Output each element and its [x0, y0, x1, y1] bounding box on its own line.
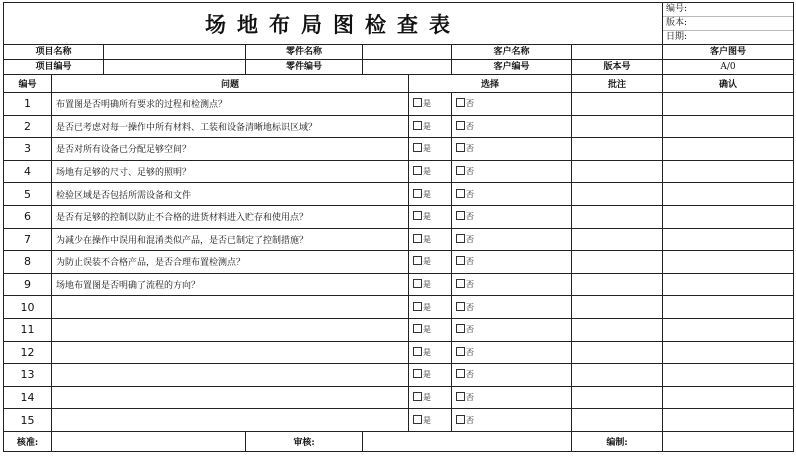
no-label: 否: [466, 347, 474, 357]
row-question: [52, 296, 409, 319]
checkbox-icon: [456, 256, 465, 265]
row-number: 7: [4, 228, 52, 251]
yes-label: 是: [423, 302, 431, 312]
table-row: [4, 205, 794, 228]
checkbox-icon: [413, 302, 422, 311]
checkbox-icon: [456, 166, 465, 175]
yes-checkbox[interactable]: [409, 138, 452, 161]
no-label: 否: [466, 325, 474, 335]
no-label: 否: [466, 302, 474, 312]
confirm-cell[interactable]: [663, 386, 794, 409]
remarks-cell[interactable]: [572, 93, 663, 116]
no-label: 否: [466, 257, 474, 267]
yes-label: 是: [423, 234, 431, 244]
yes-checkbox[interactable]: [409, 296, 452, 319]
checkbox-icon: [456, 143, 465, 152]
project-name-field[interactable]: [104, 45, 246, 60]
row-question: 场地有足够的尺寸、足够的照明？: [52, 160, 409, 183]
checkbox-icon: [413, 98, 422, 107]
row-question: 为防止误装不合格产品，是否合理布置检测点？: [52, 251, 409, 274]
approve-field[interactable]: [52, 431, 246, 451]
checkbox-icon: [456, 369, 465, 378]
info-row-2: [4, 60, 794, 75]
header-question: 问题: [52, 75, 409, 93]
remarks-cell[interactable]: [572, 364, 663, 387]
no-label: 否: [466, 415, 474, 425]
checkbox-icon: [456, 392, 465, 401]
table-row: [4, 273, 794, 296]
checklist-sheet: [3, 2, 793, 458]
no-label: 否: [466, 99, 474, 109]
row-question: [52, 364, 409, 387]
remarks-cell[interactable]: [572, 138, 663, 161]
table-row: [4, 160, 794, 183]
yes-checkbox[interactable]: [409, 386, 452, 409]
meta-date-label: 日期:: [666, 32, 688, 42]
row-question: 是否对所有设备已分配足够空间？: [52, 138, 409, 161]
header-choice: 选择: [409, 75, 572, 93]
no-checkbox[interactable]: [452, 138, 572, 161]
no-label: 否: [466, 144, 474, 154]
no-checkbox[interactable]: [452, 409, 572, 432]
checkbox-icon: [456, 279, 465, 288]
part-name-label: 零件名称: [246, 45, 363, 60]
no-checkbox[interactable]: [452, 205, 572, 228]
row-number: 15: [4, 409, 52, 432]
no-checkbox[interactable]: [452, 273, 572, 296]
no-label: 否: [466, 393, 474, 403]
checkbox-icon: [413, 347, 422, 356]
checkbox-icon: [456, 347, 465, 356]
no-checkbox[interactable]: [452, 160, 572, 183]
yes-label: 是: [423, 257, 431, 267]
checkbox-icon: [413, 392, 422, 401]
table-row: [4, 318, 794, 341]
row-number: 13: [4, 364, 52, 387]
yes-label: 是: [423, 121, 431, 131]
yes-label: 是: [423, 212, 431, 222]
customer-drawing-label: 客户图号: [663, 45, 794, 60]
yes-label: 是: [423, 144, 431, 154]
no-checkbox[interactable]: [452, 228, 572, 251]
no-checkbox[interactable]: [452, 115, 572, 138]
review-field[interactable]: [363, 431, 572, 451]
prepare-field[interactable]: [663, 431, 794, 451]
confirm-cell[interactable]: [663, 205, 794, 228]
customer-name-field[interactable]: [572, 45, 663, 60]
title-row: [4, 3, 794, 45]
checkbox-icon: [456, 211, 465, 220]
checkbox-icon: [413, 415, 422, 424]
yes-checkbox[interactable]: [409, 205, 452, 228]
project-number-field[interactable]: [104, 60, 246, 75]
project-name-label: 项目名称: [4, 45, 104, 60]
document-title: 场地布局图检查表: [4, 3, 663, 45]
remarks-cell[interactable]: [572, 251, 663, 274]
table-row: [4, 296, 794, 319]
checklist-table: [3, 2, 794, 452]
row-question: [52, 341, 409, 364]
no-checkbox[interactable]: [452, 251, 572, 274]
confirm-cell[interactable]: [663, 138, 794, 161]
meta-number-label: 编号:: [663, 3, 793, 17]
part-number-label: 零件编号: [246, 60, 363, 75]
row-question: 为减少在操作中误用和混淆类似产品，是否已制定了控制措施？: [52, 228, 409, 251]
confirm-cell[interactable]: [663, 160, 794, 183]
remarks-cell[interactable]: [572, 183, 663, 206]
row-question: 是否已考虑对每一操作中所有材料、工装和设备清晰地标识区域？: [52, 115, 409, 138]
part-number-field[interactable]: [363, 60, 452, 75]
yes-label: 是: [423, 189, 431, 199]
no-checkbox[interactable]: [452, 93, 572, 116]
no-label: 否: [466, 121, 474, 131]
row-number: 2: [4, 115, 52, 138]
checkbox-icon: [456, 189, 465, 198]
confirm-cell[interactable]: [663, 296, 794, 319]
no-label: 否: [466, 280, 474, 290]
checkbox-icon: [456, 302, 465, 311]
table-row: [4, 409, 794, 432]
confirm-cell[interactable]: [663, 341, 794, 364]
row-number: 5: [4, 183, 52, 206]
no-checkbox[interactable]: [452, 318, 572, 341]
checkbox-icon: [413, 143, 422, 152]
yes-checkbox[interactable]: [409, 228, 452, 251]
row-question: 是否有足够的控制以防止不合格的进货材料进入贮存和使用点？: [52, 205, 409, 228]
table-row: [4, 228, 794, 251]
confirm-cell[interactable]: [663, 93, 794, 116]
row-number: 8: [4, 251, 52, 274]
checkbox-icon: [456, 234, 465, 243]
row-question: 检验区域是否包括所需设备和文件: [52, 183, 409, 206]
remarks-cell[interactable]: [572, 228, 663, 251]
no-checkbox[interactable]: [452, 364, 572, 387]
remarks-cell[interactable]: [572, 341, 663, 364]
question-rows: [4, 93, 794, 432]
customer-name-label: 客户名称: [452, 45, 572, 60]
checkbox-icon: [413, 256, 422, 265]
yes-checkbox[interactable]: [409, 183, 452, 206]
checkbox-icon: [413, 279, 422, 288]
checkbox-icon: [413, 324, 422, 333]
confirm-cell[interactable]: [663, 273, 794, 296]
header-remarks: 批注: [572, 75, 663, 93]
yes-checkbox[interactable]: [409, 364, 452, 387]
row-question: [52, 409, 409, 432]
checkbox-icon: [413, 189, 422, 198]
row-number: 1: [4, 93, 52, 116]
checkbox-icon: [413, 166, 422, 175]
prepare-label: 编制:: [572, 431, 663, 451]
row-number: 4: [4, 160, 52, 183]
confirm-cell[interactable]: [663, 228, 794, 251]
no-label: 否: [466, 234, 474, 244]
confirm-cell[interactable]: [663, 115, 794, 138]
checkbox-icon: [456, 324, 465, 333]
row-number: 14: [4, 386, 52, 409]
checkbox-icon: [413, 369, 422, 378]
row-number: 11: [4, 318, 52, 341]
remarks-cell[interactable]: [572, 205, 663, 228]
part-name-field[interactable]: [363, 45, 452, 60]
confirm-cell[interactable]: [663, 318, 794, 341]
yes-checkbox[interactable]: [409, 409, 452, 432]
version-number-value[interactable]: A/0: [663, 60, 794, 75]
checkbox-icon: [413, 121, 422, 130]
header-number: 编号: [4, 75, 52, 93]
table-row: [4, 341, 794, 364]
header-row: [4, 75, 794, 93]
yes-label: 是: [423, 415, 431, 425]
checkbox-icon: [413, 211, 422, 220]
yes-checkbox[interactable]: [409, 273, 452, 296]
info-row-1: [4, 45, 794, 60]
yes-checkbox[interactable]: [409, 160, 452, 183]
review-label: 审核:: [246, 431, 363, 451]
meta-version-label: 版本:: [663, 17, 793, 31]
remarks-cell[interactable]: [572, 386, 663, 409]
checkbox-icon: [456, 415, 465, 424]
no-checkbox[interactable]: [452, 183, 572, 206]
no-checkbox[interactable]: [452, 296, 572, 319]
header-confirm: 确认: [663, 75, 794, 93]
yes-checkbox[interactable]: [409, 115, 452, 138]
customer-number-label: 客户编号: [452, 60, 572, 75]
no-label: 否: [466, 167, 474, 177]
remarks-cell[interactable]: [572, 160, 663, 183]
row-question: [52, 386, 409, 409]
yes-label: 是: [423, 99, 431, 109]
table-row: [4, 251, 794, 274]
checkbox-icon: [456, 98, 465, 107]
table-row: [4, 93, 794, 116]
yes-label: 是: [423, 393, 431, 403]
confirm-cell[interactable]: [663, 251, 794, 274]
signature-row: [4, 431, 794, 451]
table-row: [4, 364, 794, 387]
checkbox-icon: [413, 234, 422, 243]
table-row: [4, 386, 794, 409]
row-question: 场地布置图是否明确了流程的方向？: [52, 273, 409, 296]
table-row: [4, 138, 794, 161]
yes-checkbox[interactable]: [409, 341, 452, 364]
version-number-label: 版本号: [572, 60, 663, 75]
yes-checkbox[interactable]: [409, 251, 452, 274]
yes-label: 是: [423, 167, 431, 177]
no-checkbox[interactable]: [452, 341, 572, 364]
confirm-cell[interactable]: [663, 183, 794, 206]
yes-label: 是: [423, 280, 431, 290]
table-row: [4, 115, 794, 138]
row-question: 布置图是否明确所有要求的过程和检测点？: [52, 93, 409, 116]
no-label: 否: [466, 212, 474, 222]
yes-checkbox[interactable]: [409, 318, 452, 341]
checkbox-icon: [456, 121, 465, 130]
table-row: [4, 183, 794, 206]
approve-label: 核准:: [4, 431, 52, 451]
row-question: [52, 318, 409, 341]
remarks-cell[interactable]: [572, 409, 663, 432]
confirm-cell[interactable]: [663, 409, 794, 432]
row-number: 6: [4, 205, 52, 228]
no-label: 否: [466, 189, 474, 199]
remarks-cell[interactable]: [572, 115, 663, 138]
row-number: 9: [4, 273, 52, 296]
yes-label: 是: [423, 325, 431, 335]
row-number: 3: [4, 138, 52, 161]
yes-label: 是: [423, 347, 431, 357]
row-number: 12: [4, 341, 52, 364]
row-number: 10: [4, 296, 52, 319]
remarks-cell[interactable]: [572, 318, 663, 341]
yes-checkbox[interactable]: [409, 93, 452, 116]
remarks-cell[interactable]: [572, 273, 663, 296]
remarks-cell[interactable]: [572, 296, 663, 319]
document-meta: [663, 3, 794, 45]
confirm-cell[interactable]: [663, 364, 794, 387]
no-label: 否: [466, 370, 474, 380]
yes-label: 是: [423, 370, 431, 380]
no-checkbox[interactable]: [452, 386, 572, 409]
project-number-label: 项目编号: [4, 60, 104, 75]
